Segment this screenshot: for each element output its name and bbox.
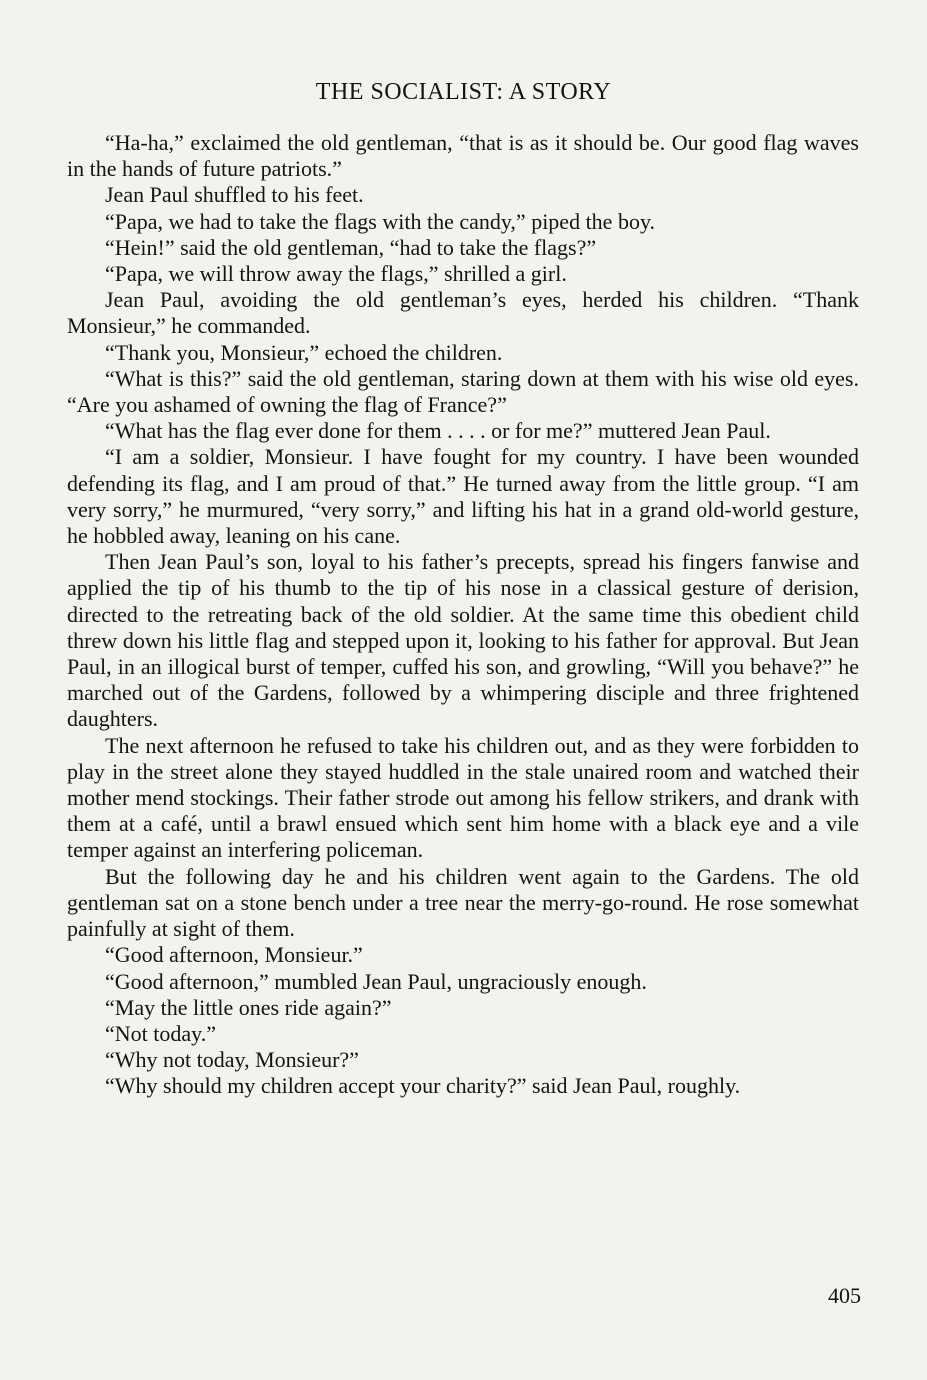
paragraph: “Hein!” said the old gentleman, “had to take the flags?”: [105, 234, 597, 260]
story-text: [67, 130, 859, 1100]
paragraph: “Not today.”: [105, 1020, 216, 1046]
paragraph: “Thank you, Monsieur,” echoed the children.: [105, 339, 503, 365]
paragraph: “May the little ones ride again?”: [105, 994, 392, 1020]
paragraph: “Ha-ha,” exclaimed the old gentleman, “that is as it should be. Our good flag waves in the hands of future patriots.”: [67, 130, 859, 182]
running-head: THE SOCIALIST: A STORY: [315, 79, 612, 105]
paragraph: But the following day he and his children went again to the Gardens. The old gentleman sat on a stone bench under a tree near the merry-go-round. He rose somewhat painfully at sight of them.: [67, 863, 859, 942]
paragraph: “What has the flag ever done for them . . . . or for me?” muttered Jean Paul.: [105, 418, 771, 444]
paragraph: “I am a soldier, Monsieur. I have fought for my country. I have been wounded defending its flag, and I am proud of that.” He turned away from the little group. “I am very sorry,” he murmured, “very sorry,” and lifting his hat in a grand old-world gesture, he hobbled away, leaning on his cane.: [67, 444, 859, 549]
paragraph: “What is this?” said the old gentleman, staring down at them with his wise old eyes. “Are you ashamed of owning the flag of France?”: [67, 365, 859, 418]
paragraph: “Papa, we will throw away the flags,” shrilled a girl.: [105, 261, 567, 287]
paragraph: “Why should my children accept your charity?” said Jean Paul, roughly.: [105, 1073, 741, 1099]
paragraph: Jean Paul, avoiding the old gentleman’s eyes, herded his children. “Thank Monsieur,” he commanded.: [67, 287, 859, 339]
paragraph: “Why not today, Monsieur?”: [105, 1047, 359, 1073]
paragraph: “Papa, we had to take the flags with the candy,” piped the boy.: [105, 208, 656, 234]
paragraph: Then Jean Paul’s son, loyal to his father’s precepts, spread his fingers fanwise and applied the tip of his thumb to the tip of his nose in a classical gesture of derision, directed to the retreating back of the old soldier. At the same time this obedient child threw down his little flag and stepped upon it, looking to his father for approval. But Jean Paul, in an illogical burst of temper, cuffed his son, and growling, “Will you behave?” he marched out of the Gardens, followed by a whimpering disciple and three frightened daughters.: [67, 549, 859, 732]
paragraph: “Good afternoon,” mumbled Jean Paul, ungraciously enough.: [105, 968, 647, 994]
paragraph: Jean Paul shuffled to his feet.: [105, 182, 364, 208]
page-number: 405: [828, 1283, 861, 1308]
paragraph: The next afternoon he refused to take his children out, and as they were forbidden to play in the street alone they stayed huddled in the stale unaired room and watched their mother mend stockings. Their father strode out among his fellow strikers, and drank with them at a café, until a brawl ensued which sent him home with a black eye and a vile temper against an interfering policeman.: [67, 732, 859, 863]
paragraph: “Good afternoon, Monsieur.”: [105, 942, 363, 968]
